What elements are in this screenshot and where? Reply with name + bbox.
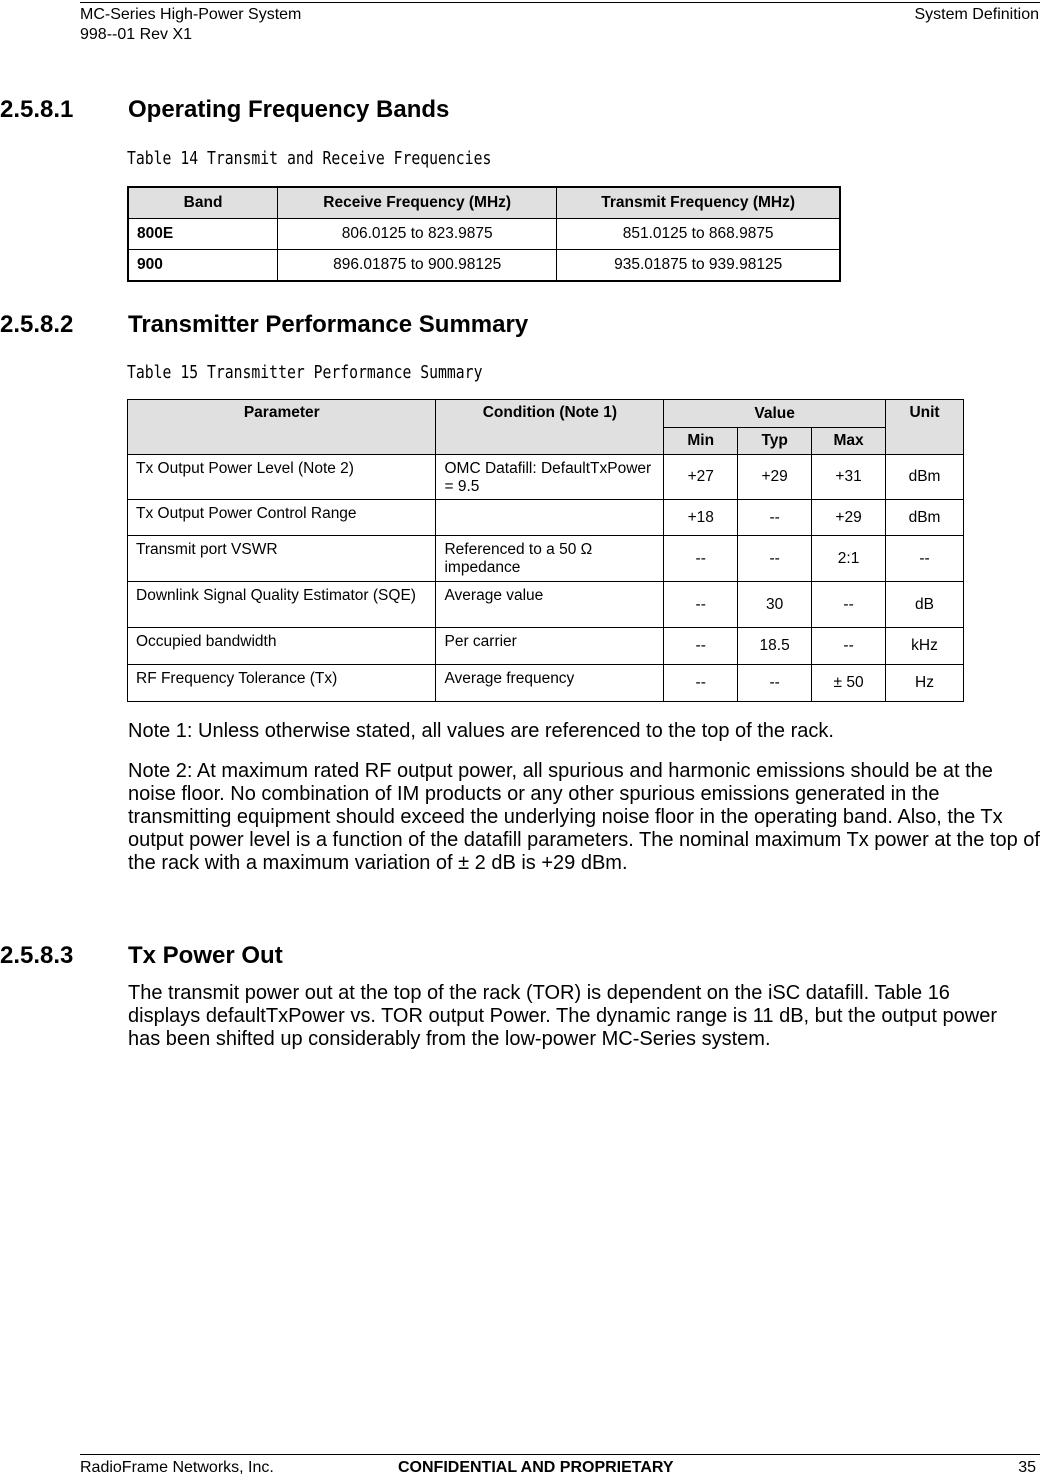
table-row <box>128 665 964 702</box>
header-title: MC-Series High-Power System <box>80 6 302 23</box>
table-row <box>128 219 840 250</box>
column-header-min: Min <box>664 428 738 455</box>
section-title: Tx Power Out <box>128 942 283 969</box>
tx-power-paragraph: The transmit power out at the top of the rack (TOR) is dependent on the iSC datafill. Table 16 displays defaultTxPower vs. TOR output Power. The dynamic range is 11 dB, but the output power has been shifted up considerably from the low-power MC-Series system. <box>128 982 997 1050</box>
table-cell: Referenced to a 50 Ω impedance <box>436 536 664 582</box>
table-cell: -- <box>812 582 886 628</box>
table-cell: +29 <box>738 455 812 500</box>
section-number: 2.5.8.2 <box>0 311 74 338</box>
column-header-condition: Condition (Note 1) <box>436 400 664 455</box>
table-cell: kHz <box>886 628 964 665</box>
table-cell <box>436 500 664 536</box>
table-cell: 18.5 <box>738 628 812 665</box>
table-cell: +31 <box>812 455 886 500</box>
table-cell: +29 <box>812 500 886 536</box>
table-cell: -- <box>664 628 738 665</box>
table-cell: dBm <box>886 500 964 536</box>
footer-confidential: CONFIDENTIAL AND PROPRIETARY <box>398 1459 674 1476</box>
column-header-parameter: Parameter <box>128 400 436 455</box>
table-cell: 2:1 <box>812 536 886 582</box>
column-header-typ: Typ <box>738 428 812 455</box>
note-2: Note 2: At maximum rated RF output power, all spurious and harmonic emissions should be at the noise floor. No combination of IM products or any other spurious emissions generated in the transmitting equipment should exceed the underlying noise floor in the operating band. Also, the Tx output power level is a function of the datafill parameters. The nominal maximum Tx power at the top of the rack with a maximum variation of ± 2 dB is +29 dBm. <box>128 760 1040 874</box>
column-header: Transmit Frequency (MHz) <box>557 187 840 219</box>
table-cell: 896.01875 to 900.98125 <box>278 250 557 282</box>
table-cell: Average frequency <box>436 665 664 702</box>
table-row <box>128 250 840 282</box>
table15 <box>127 399 964 702</box>
table-cell: -- <box>738 536 812 582</box>
table-cell: RF Frequency Tolerance (Tx) <box>128 665 436 702</box>
table-cell: Tx Output Power Control Range <box>128 500 436 536</box>
table-cell: -- <box>738 665 812 702</box>
header-section: System Definition <box>914 6 1039 23</box>
page-number: 35 <box>1018 1459 1036 1476</box>
table-cell: 851.0125 to 868.9875 <box>557 219 840 250</box>
table-cell: dB <box>886 582 964 628</box>
table-cell: +18 <box>664 500 738 536</box>
table-cell: 800E <box>128 219 278 250</box>
footer-rule <box>80 1454 1040 1455</box>
header-doc-number: 998--01 Rev X1 <box>80 26 193 43</box>
table-cell: -- <box>886 536 964 582</box>
table-cell: Occupied bandwidth <box>128 628 436 665</box>
table-cell: -- <box>664 665 738 702</box>
column-header: Band <box>128 187 278 219</box>
column-header-max: Max <box>812 428 886 455</box>
table-cell: +27 <box>664 455 738 500</box>
table-cell: Tx Output Power Level (Note 2) <box>128 455 436 500</box>
table-header-row <box>128 187 840 219</box>
footer-company: RadioFrame Networks, Inc. <box>80 1459 274 1476</box>
table-row <box>128 628 964 665</box>
note-1: Note 1: Unless otherwise stated, all values are referenced to the top of the rack. <box>128 720 834 742</box>
table-cell: Average value <box>436 582 664 628</box>
table14-caption: Table 14 Transmit and Receive Frequencies <box>127 148 492 169</box>
table-cell: Hz <box>886 665 964 702</box>
table-header-row <box>128 400 964 428</box>
table-cell: 935.01875 to 939.98125 <box>557 250 840 282</box>
table-cell: 806.0125 to 823.9875 <box>278 219 557 250</box>
table-row <box>128 455 964 500</box>
table-cell: -- <box>664 536 738 582</box>
table-cell: -- <box>664 582 738 628</box>
table-cell: Transmit port VSWR <box>128 536 436 582</box>
table-cell: Per carrier <box>436 628 664 665</box>
table15-caption: Table 15 Transmitter Performance Summary <box>127 362 483 383</box>
section-number: 2.5.8.3 <box>0 942 74 969</box>
section-number: 2.5.8.1 <box>0 96 74 123</box>
column-header-value: Value <box>664 400 886 428</box>
section-title: Operating Frequency Bands <box>128 96 450 123</box>
column-header-unit: Unit <box>886 400 964 455</box>
table-cell: ± 50 <box>812 665 886 702</box>
table-cell: 900 <box>128 250 278 282</box>
table-cell: OMC Datafill: DefaultTxPower = 9.5 <box>436 455 664 500</box>
header-rule <box>80 2 1040 3</box>
table-row <box>128 582 964 628</box>
table-cell: 30 <box>738 582 812 628</box>
table-row <box>128 536 964 582</box>
table-cell: dBm <box>886 455 964 500</box>
table14 <box>127 186 841 282</box>
column-header: Receive Frequency (MHz) <box>278 187 557 219</box>
table-row <box>128 500 964 536</box>
table-cell: -- <box>812 628 886 665</box>
section-title: Transmitter Performance Summary <box>128 311 529 338</box>
table-cell: -- <box>738 500 812 536</box>
table-cell: Downlink Signal Quality Estimator (SQE) <box>128 582 436 628</box>
